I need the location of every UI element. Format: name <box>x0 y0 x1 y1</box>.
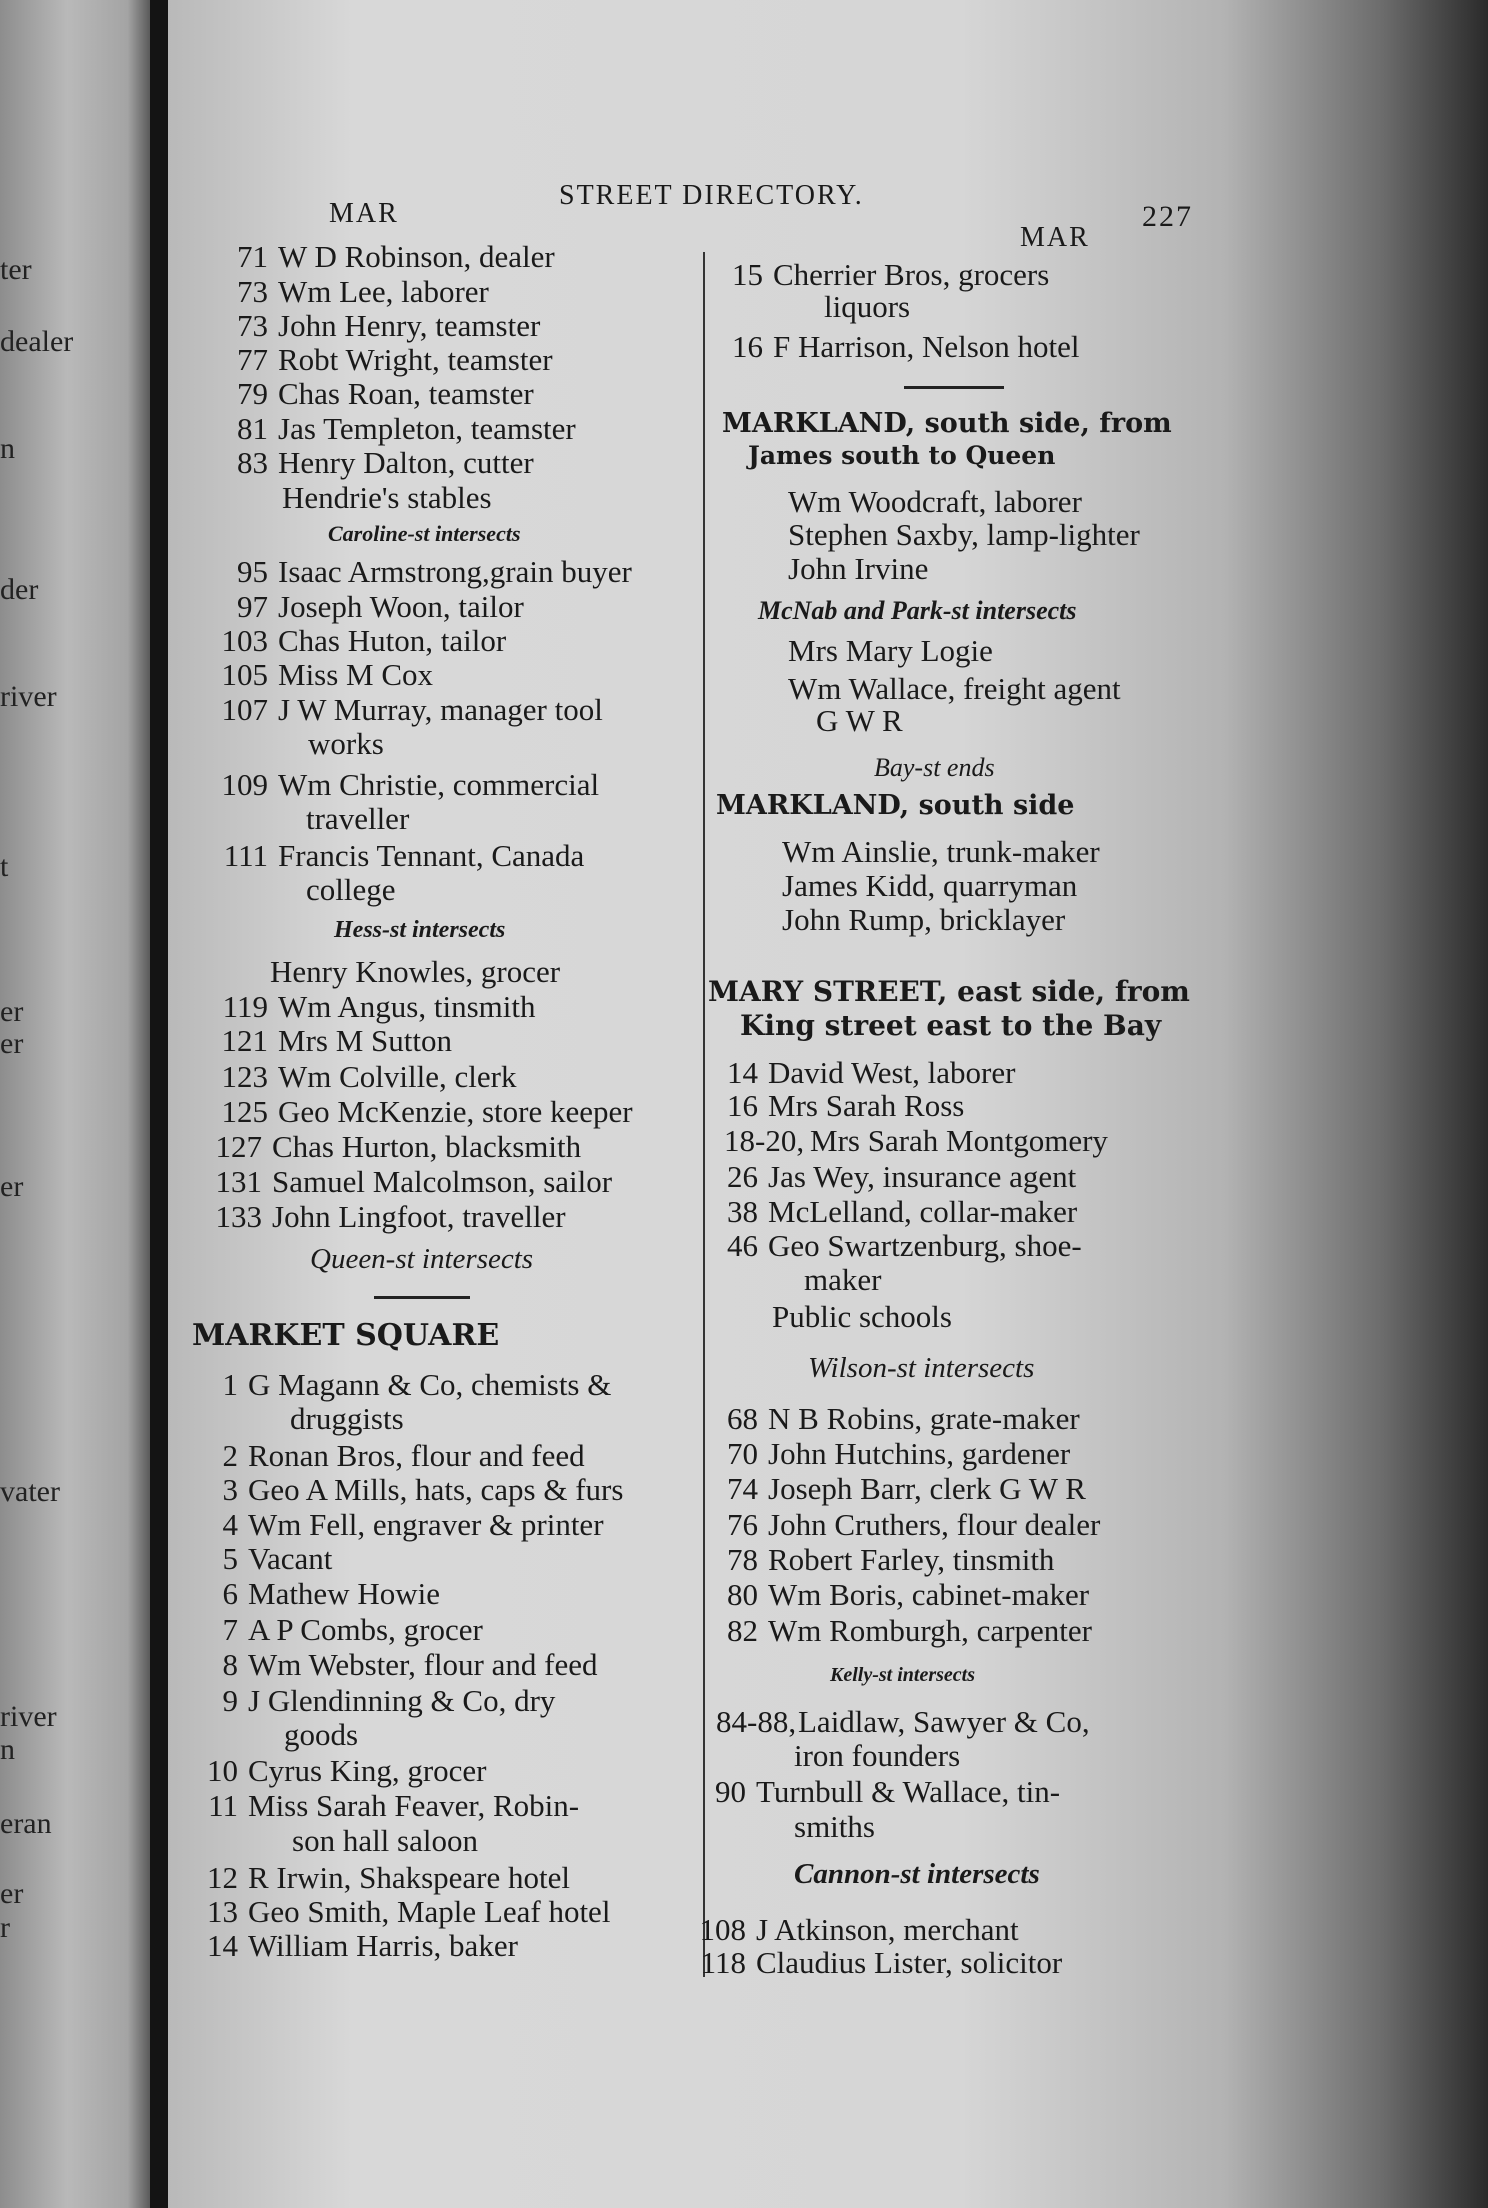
left-running-abbrev: MAR <box>329 198 399 229</box>
list-item: 76 John Cruthers, flour dealer <box>727 1507 1101 1542</box>
list-item: 90 Turnbull & Wallace, tin- <box>715 1774 1061 1809</box>
list-item: 109 Wm Christie, commercial <box>221 767 600 802</box>
intersect-note: Bay-st ends <box>874 753 995 782</box>
book-gutter <box>150 0 168 2208</box>
list-item: 16 F Harrison, Nelson hotel <box>732 329 1080 364</box>
list-item: 6 Mathew Howie <box>222 1576 440 1611</box>
list-item: Wm Wallace, freight agent <box>788 671 1121 706</box>
list-item: 14 David West, laborer <box>727 1055 1016 1090</box>
list-item: 119 Wm Angus, tinsmith <box>222 989 536 1024</box>
section-rule <box>904 386 1004 389</box>
list-item: 118 Claudius Lister, solicitor <box>700 1945 1063 1980</box>
list-item-continuation: iron founders <box>794 1738 961 1773</box>
fragment-text: n <box>0 432 15 465</box>
list-item: James Kidd, quarryman <box>782 868 1078 903</box>
list-item: 70 John Hutchins, gardener <box>727 1436 1071 1471</box>
list-item-continuation: G W R <box>816 703 903 738</box>
list-item: 105 Miss M Cox <box>221 657 434 692</box>
list-item: 133 John Lingfoot, traveller <box>215 1199 566 1234</box>
list-item: 5 Vacant <box>222 1541 333 1576</box>
fragment-text: er <box>0 1027 24 1060</box>
fragment-text: ter <box>0 253 32 286</box>
list-item: 13 Geo Smith, Maple Leaf hotel <box>207 1894 611 1929</box>
list-item-continuation: Hendrie's stables <box>282 480 492 515</box>
list-item: 80 Wm Boris, cabinet-maker <box>727 1577 1090 1612</box>
list-item-continuation: maker <box>804 1262 882 1297</box>
list-item: 26 Jas Wey, insurance agent <box>727 1159 1077 1194</box>
fragment-text: vater <box>0 1475 60 1508</box>
section-heading: MARKET SQUARE <box>192 1318 500 1353</box>
list-item-continuation: liquors <box>824 289 911 324</box>
list-item: 8 Wm Webster, flour and feed <box>222 1647 598 1682</box>
list-item: 73 John Henry, teamster <box>237 308 541 343</box>
fragment-text: er <box>0 995 24 1028</box>
fragment-text: dealer <box>0 325 74 358</box>
fragment-text: river <box>0 1700 57 1733</box>
right-running-abbrev: MAR <box>1020 222 1090 253</box>
list-item-continuation: college <box>306 872 396 907</box>
list-item: 73 Wm Lee, laborer <box>237 274 489 309</box>
list-item: 10 Cyrus King, grocer <box>207 1753 487 1788</box>
list-item: 125 Geo McKenzie, store keeper <box>221 1094 633 1129</box>
list-item: 4 Wm Fell, engraver & printer <box>222 1507 604 1542</box>
list-item: 7 A P Combs, grocer <box>222 1612 483 1647</box>
list-item: 121 Mrs M Sutton <box>221 1023 452 1058</box>
list-item: Wm Woodcraft, laborer <box>788 484 1082 519</box>
list-item: 38 McLelland, collar-maker <box>727 1194 1078 1229</box>
list-item: 83 Henry Dalton, cutter <box>237 445 534 480</box>
list-item: 68 N B Robins, grate-maker <box>727 1401 1080 1436</box>
list-item-continuation: traveller <box>306 801 410 836</box>
list-item: Mrs Mary Logie <box>788 633 993 668</box>
page-number: 227 <box>1142 200 1193 233</box>
list-item: 74 Joseph Barr, clerk G W R <box>727 1471 1086 1506</box>
section-rule <box>374 1296 470 1299</box>
list-item: 2 Ronan Bros, flour and feed <box>222 1438 585 1473</box>
fragment-text: eran <box>0 1807 52 1840</box>
intersect-note: Queen-st intersects <box>310 1243 534 1275</box>
list-item: 97 Joseph Woon, tailor <box>237 589 524 624</box>
list-item: 12 R Irwin, Shakspeare hotel <box>207 1860 570 1895</box>
list-item: Henry Knowles, grocer <box>270 954 561 989</box>
section-subheading: James south to Queen <box>748 441 1056 470</box>
intersect-note: Wilson-st intersects <box>808 1352 1035 1384</box>
list-item: 14 William Harris, baker <box>207 1928 518 1963</box>
list-item-continuation: works <box>308 726 384 761</box>
list-item: 71 W D Robinson, dealer <box>237 239 555 274</box>
previous-page-edge <box>0 0 150 2208</box>
list-item: 77 Robt Wright, teamster <box>237 342 553 377</box>
list-item: 9 J Glendinning & Co, dry <box>222 1683 556 1718</box>
list-item-continuation: goods <box>284 1717 359 1752</box>
list-item: 15 Cherrier Bros, grocers <box>732 257 1050 292</box>
list-item: 18-20, Mrs Sarah Montgomery <box>724 1123 1108 1158</box>
list-item: 3 Geo A Mills, hats, caps & furs <box>222 1472 624 1507</box>
intersect-note: Cannon-st intersects <box>794 1858 1040 1890</box>
section-heading: MARKLAND, south side <box>716 790 1075 821</box>
list-item: 16 Mrs Sarah Ross <box>727 1088 965 1123</box>
intersect-note: Hess-st intersects <box>334 917 506 943</box>
list-item: 82 Wm Romburgh, carpenter <box>727 1613 1092 1648</box>
fragment-text: river <box>0 680 57 713</box>
fragment-text: t <box>0 850 9 883</box>
section-heading: MARY STREET, east side, from <box>708 975 1190 1008</box>
list-item: 84-88,Laidlaw, Sawyer & Co, <box>716 1704 1090 1739</box>
list-item-continuation: druggists <box>290 1401 404 1436</box>
fragment-text: der <box>0 573 39 606</box>
list-item: 123 Wm Colville, clerk <box>221 1059 517 1094</box>
list-item: 107 J W Murray, manager tool <box>221 692 603 727</box>
list-item: 78 Robert Farley, tinsmith <box>727 1542 1055 1577</box>
intersect-note: Kelly-st intersects <box>830 1664 975 1686</box>
list-item: 81 Jas Templeton, teamster <box>237 411 576 446</box>
list-item-continuation: son hall saloon <box>292 1823 478 1858</box>
list-item: 95 Isaac Armstrong,grain buyer <box>237 554 632 589</box>
intersect-note: Caroline-st intersects <box>328 521 521 546</box>
list-item: John Irvine <box>788 551 929 586</box>
fragment-text: er <box>0 1877 24 1910</box>
list-item: John Rump, bricklayer <box>782 902 1066 937</box>
fragment-text: er <box>0 1170 24 1203</box>
section-subheading: King street east to the Bay <box>740 1009 1162 1042</box>
running-title: STREET DIRECTORY. <box>559 180 864 211</box>
fragment-text: n <box>0 1733 15 1766</box>
column-divider <box>703 252 705 1977</box>
list-item: 131 Samuel Malcolmson, sailor <box>215 1164 613 1199</box>
list-item: 108 J Atkinson, merchant <box>699 1912 1019 1947</box>
list-item: Wm Ainslie, trunk-maker <box>782 834 1100 869</box>
list-item: 1 G Magann & Co, chemists & <box>222 1367 612 1402</box>
list-item: 127 Chas Hurton, blacksmith <box>215 1129 582 1164</box>
list-item-continuation: smiths <box>794 1809 875 1844</box>
list-item: 111 Francis Tennant, Canada <box>223 838 585 873</box>
section-heading: MARKLAND, south side, from <box>722 408 1172 439</box>
list-item: 11 Miss Sarah Feaver, Robin- <box>208 1788 580 1823</box>
list-item: 79 Chas Roan, teamster <box>237 376 534 411</box>
list-item: 46 Geo Swartzenburg, shoe- <box>727 1228 1082 1263</box>
list-item: 103 Chas Huton, tailor <box>221 623 507 658</box>
directory-page <box>168 0 1488 2208</box>
list-item: Public schools <box>772 1299 952 1334</box>
fragment-text: r <box>0 1911 10 1944</box>
intersect-note: McNab and Park-st intersects <box>758 596 1077 625</box>
list-item: Stephen Saxby, lamp-lighter <box>788 517 1140 552</box>
